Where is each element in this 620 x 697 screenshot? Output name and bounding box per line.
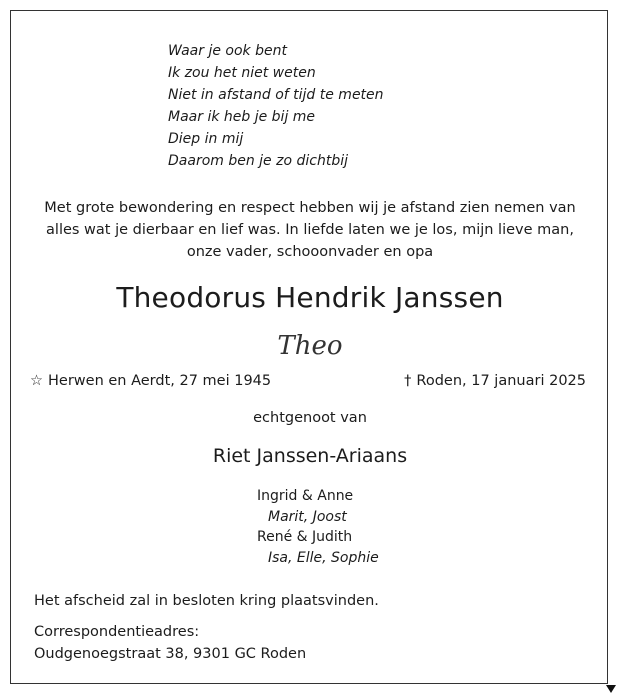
birth-info [30, 373, 271, 389]
list-item [0, 548, 620, 569]
intro-line: onze vader, schooonvader en opa [186, 244, 434, 260]
family-parents: Ingrid & Anne [257, 488, 354, 504]
family-list [0, 486, 620, 568]
family-parents: René & Judith [257, 529, 353, 545]
farewell-text: Het afscheid zal in besloten kring plaatsvinden. [34, 593, 379, 609]
correspondence-label: Correspondentieadres: [34, 624, 200, 640]
death-text: Roden, 17 januari 2025 [416, 373, 586, 389]
star-icon: ☆ [30, 373, 43, 389]
poem-line: Diep in mij [168, 131, 244, 147]
spouse-name: Riet Janssen-Ariaans [212, 445, 408, 467]
family-children: Isa, Elle, Sophie [268, 549, 379, 566]
poem-line: Maar ik heb je bij me [168, 109, 316, 125]
poem [168, 40, 384, 172]
deceased-name: Theodorus Hendrik Janssen [116, 281, 504, 314]
list-item [0, 527, 620, 548]
intro-text [20, 197, 600, 263]
intro-line: alles wat je dierbaar en lief was. In liefde laten we je los, mijn lieve man, [46, 222, 574, 238]
cross-icon: † [404, 373, 412, 389]
poem-line: Niet in afstand of tijd te meten [168, 87, 384, 103]
poem-line: Ik zou het niet weten [168, 65, 316, 81]
poem-line: Waar je ook bent [168, 43, 287, 59]
family-children: Marit, Joost [268, 508, 347, 525]
deceased-nickname: Theo [277, 331, 343, 361]
birth-text: Herwen en Aerdt, 27 mei 1945 [48, 373, 272, 389]
list-item [0, 486, 620, 507]
intro-line: Met grote bewondering en respect hebben wij je afstand zien nemen van [44, 200, 576, 216]
list-item [0, 507, 620, 528]
scroll-down-icon[interactable] [606, 685, 616, 693]
correspondence-address: Oudgenoegstraat 38, 9301 GC Roden [34, 646, 307, 662]
poem-line: Daarom ben je zo dichtbij [168, 153, 348, 169]
death-info [404, 373, 586, 389]
spouse-label: echtgenoot van [253, 410, 367, 426]
correspondence-block [34, 621, 306, 665]
